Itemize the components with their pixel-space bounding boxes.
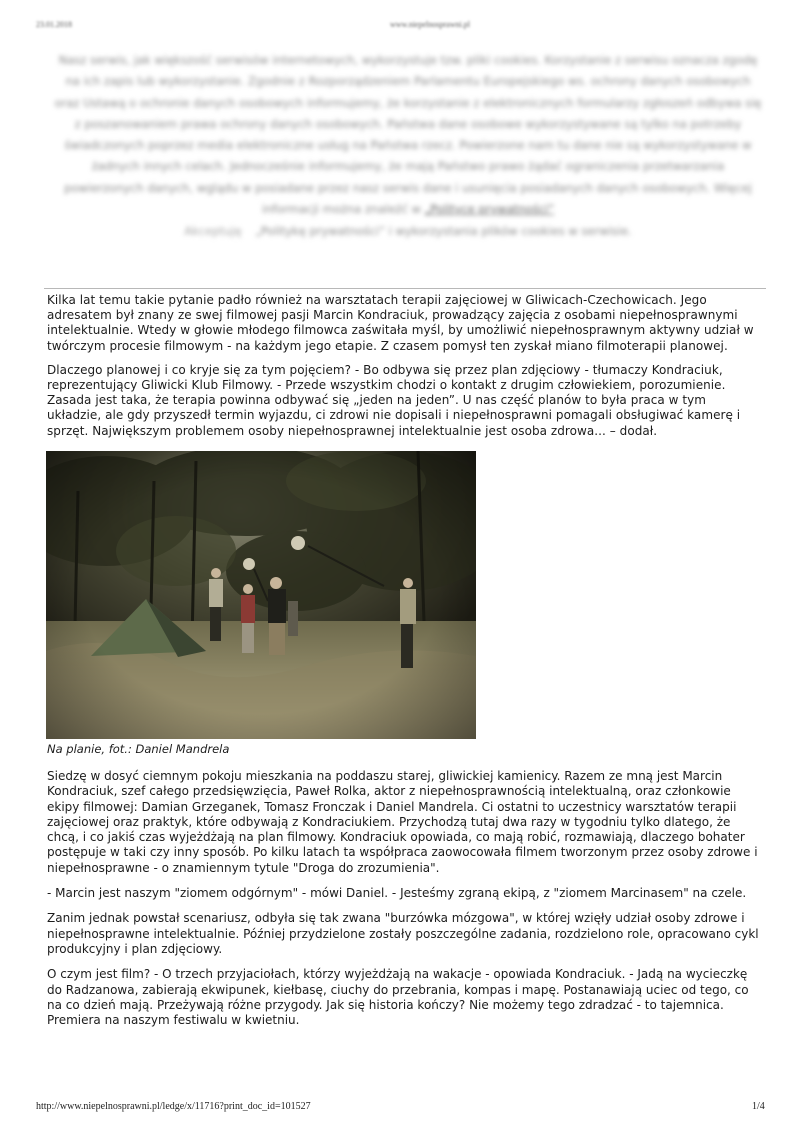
article-paragraph: Zanim jednak powstał scenariusz, odbyła się tak zwana "burzówka mózgowa", w której wzięły udział osoby zdrowe i niepełnosprawne intelektualnie. Później przydzielone zostały poszczególne zadania, rozdzielono role, opracowano cykl produkcyjny i plan zdjęciowy.: [47, 911, 759, 956]
article-paragraph: Dlaczego planowej i co kryje się za tym pojęciem? - Bo odbywa się przez plan zdjęciowy - tłumaczy Kondraciuk, reprezentujący Gliwicki Klub Filmowy. - Przede wszystkim chodzi o kontakt z drugim człowiekiem, porozumienie. Zasada jest taka, że terapia powinna odbywać się „jeden na jeden”. U nas część planów to była praca w tym układzie, ale gdy przyszedł termin wyjazdu, ci zdrowi nie dopisali i niepełnosprawni pomagali obsługiwać kamerę i sprzęt. Największym problemem osoby niepełnosprawnej intelektualnie jest osoba zdrowa... – dodał.: [47, 362, 741, 438]
print-date: 23.01.2018: [36, 20, 72, 29]
cookie-notice-text: Nasz serwis, jak większość serwisów internetowych, wykorzystuje tzw. pliki cookies. Korzystanie z serwisu oznacza zgodę na ich zapis lub wykorzystanie. Zgodnie z Rozporządzeniem Parlamentu Europejskiego ws. ochrony danych osobowych oraz Ustawą o ochronie danych osobowych informujemy, że korzystanie z elektronicznych formularzy zgłoszeń odbywa się z poszanowaniem prawa ochrony danych osobowych. Państwa dane osobowe wykorzystywane są tylko na potrzeby świadczonych poprzez media elektroniczne usług na Państwa rzecz. Powierzone nam tu dane nie są wykorzystywane w żadnych innych celach. Jednocześnie informujemy, że mają Państwo prawo żądać ograniczenia przetwarzania powierzonych danych, wglądu w posiadane przez nasz serwis dane i usunięcia posiadanych danych osobowych. Więcej informacji można znaleźć w: [54, 53, 762, 217]
article-paragraph: O czym jest film? - O trzech przyjaciołach, którzy wyjeżdżają na wakacje - opowiada Kondraciuk. - Jadą na wycieczkę do Radzanowa, zabierają ekwipunek, kiełbasę, ciuchy do przebrania, kompas i mapę. Postanawiają uciec od tego, co na co dzień mają. Przeżywają różne przygody. Jak się historia kończy? Nie możemy tego zdradzać - to tajemnica. Premiera na naszym festiwalu w kwietniu.: [47, 967, 749, 1028]
article-paragraph: Kilka lat temu takie pytanie padło również na warsztatach terapii zajęciowej w Gliwicach-Czechowicach. Jego adresatem był znany ze swej filmowej pasji Marcin Kondraciuk, prowadzący zajęcia z osobami niepełnosprawnymi intelektualnie. Wtedy w głowie młodego filmowca zaświtała myśl, by umożliwić niepełnosprawnym aktywny udział w twórczym procesie filmowym - na każdym jego etapie. Z czasem pomysł ten zyskał miano filmoterapii planowej.: [47, 293, 754, 353]
print-site-url: www.niepelnosprawni.pl: [390, 20, 470, 29]
article-paragraph: Siedzę w dosyć ciemnym pokoju mieszkania na poddaszu starej, gliwickiej kamienicy. Razem ze mną jest Marcin Kondraciuk, szef całego przedsięwzięcia, Paweł Rolka, aktor z niepełnosprawnością intelektualną, oraz członkowie ekipy filmowej: Damian Grzeganek, Tomasz Fronczak i Daniel Mandrela. Ci ostatni to uczestnicy warsztatów terapii zajęciowej oraz praktyk, które odbywają z Kondraciukiem. Przychodzą tutaj dwa razy w tygodniu tylko dlatego, że chcą, i co jakiś czas wyjeżdżają na plan filmowy. Kondraciuk opowiada, co mają robić, rozmawiają, dlaczego bohater postępuje w taki czy inny sposób. Po kilku latach ta współpraca zaowocowała filmem tworzonym przez osoby zdrowe i niepełnosprawne - o znamiennym tytule "Droga do zrozumienia".: [47, 769, 758, 875]
cookie-accept-button[interactable]: Akceptuję: [184, 224, 242, 239]
print-footer-url: http://www.niepelnosprawni.pl/ledge/x/11716?print_doc_id=101527: [36, 1101, 311, 1112]
notice-divider: [44, 288, 766, 289]
article-photo: [46, 451, 476, 739]
article-paragraph: - Marcin jest naszym "ziomem odgórnym" - mówi Daniel. - Jesteśmy zgraną ekipą, z "ziomem Marcinasem" na czele.: [47, 886, 747, 901]
photo-caption: Na planie, fot.: Daniel Mandrela: [47, 742, 230, 756]
cookie-notice: [52, 50, 764, 243]
page-number: 1/4: [752, 1101, 765, 1112]
article-body-bottom: [47, 769, 759, 1038]
cookie-accept-text: „Politykę prywatności” i wykorzystania plików cookies w serwisie.: [255, 224, 632, 239]
privacy-policy-link[interactable]: „Polityce prywatności”: [424, 202, 555, 217]
article-body-top: [47, 293, 759, 439]
